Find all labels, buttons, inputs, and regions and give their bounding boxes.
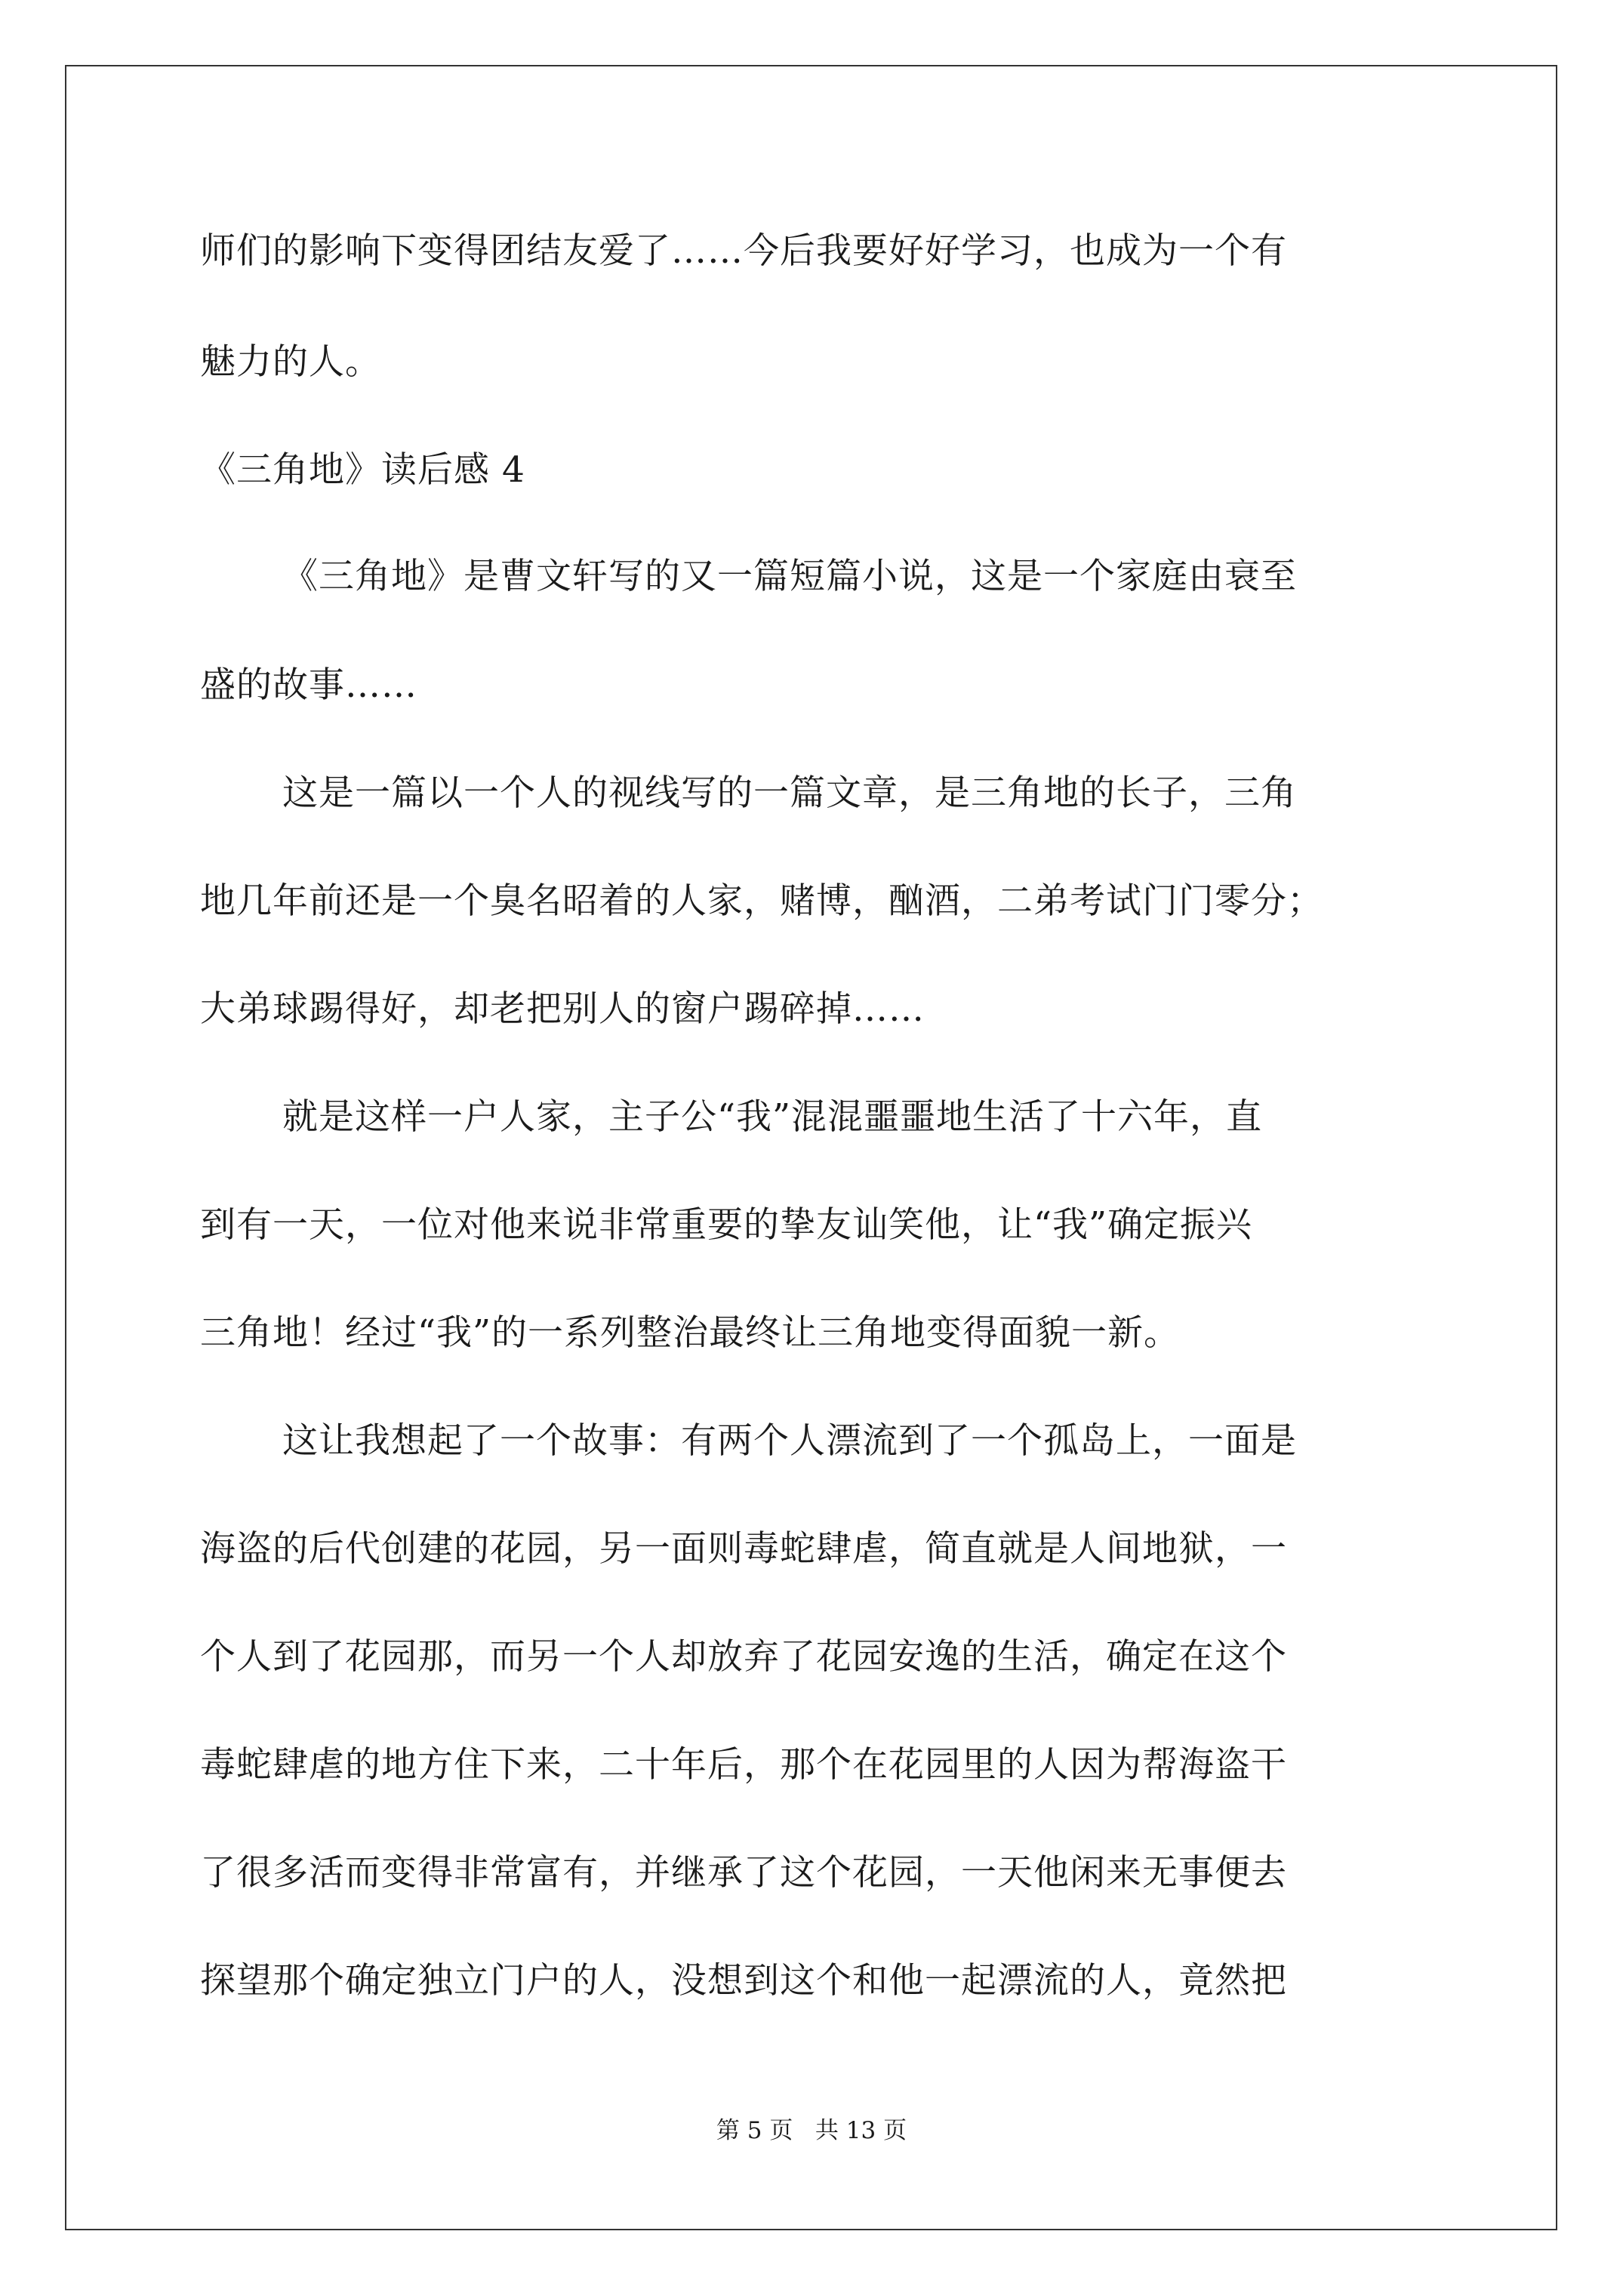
text-line: 到有一天，一位对他来说非常重要的挚友讪笑他，让“我”确定振兴 [200,1204,1253,1246]
text-line: 个人到了花园那，而另一个人却放弃了花园安逸的生活，确定在这个 [200,1636,1287,1678]
section-heading: 《三角地》读后感 4 [200,449,525,491]
page-number: 第 5 页 共 13 页 [716,2117,907,2144]
text-line: 师们的影响下变得团结友爱了……今后我要好好学习，也成为一个有 [200,230,1287,272]
page-border [65,65,1557,2230]
text-line: 就是这样一户人家，主子公“我”混混噩噩地生活了十六年，直 [282,1096,1263,1138]
text-line: 盛的故事…… [200,664,417,706]
text-line: 《三角地》是曹文轩写的又一篇短篇小说，这是一个家庭由衰至 [282,556,1297,597]
text-line: 海盗的后代创建的花园，另一面则毒蛇肆虐，简直就是人间地狱，一 [200,1528,1287,1570]
text-line: 这让我想起了一个故事：有两个人漂流到了一个孤岛上，一面是 [282,1420,1297,1462]
text-line: 这是一篇以一个人的视线写的一篇文章，是三角地的长子，三角 [282,772,1297,814]
text-line: 大弟球踢得好，却老把别人的窗户踢碎掉…… [200,988,925,1030]
text-line: 毒蛇肆虐的地方住下来，二十年后，那个在花园里的人因为帮海盗干 [200,1744,1287,1786]
text-line: 地几年前还是一个臭名昭着的人家，赌博，酗酒，二弟考试门门零分； [200,880,1323,922]
text-line: 三角地！经过“我”的一系列整治最终让三角地变得面貌一新。 [200,1312,1181,1354]
text-line: 了很多活而变得非常富有，并继承了这个花园，一天他闲来无事便去 [200,1852,1287,1894]
text-line: 探望那个确定独立门户的人，没想到这个和他一起漂流的人，竟然把 [200,1960,1287,2002]
text-line: 魅力的人。 [200,341,381,383]
